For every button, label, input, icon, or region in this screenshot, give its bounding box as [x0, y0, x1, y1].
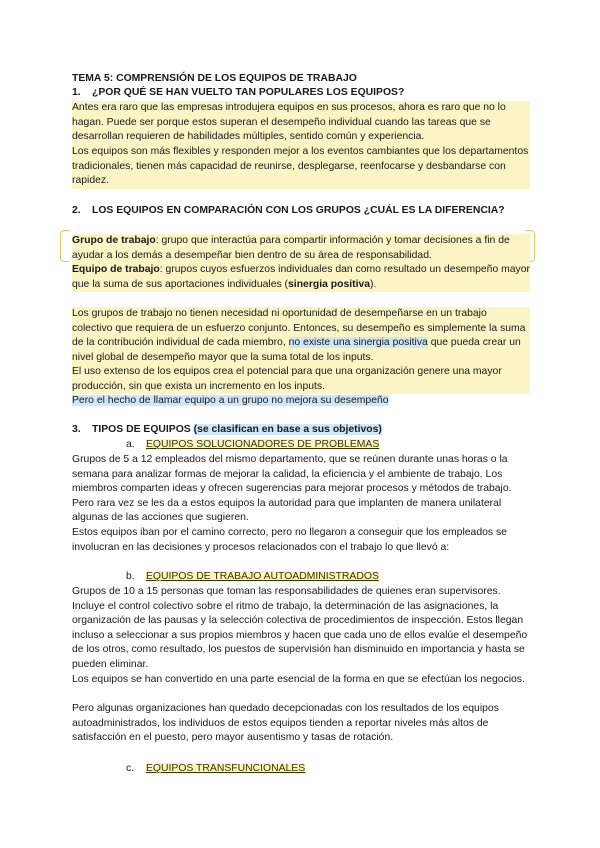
grupo-def-text: : grupo que interactúa para compartir información y tomar decisiones a fin de ayudar a los demás a desempeñar bien dentro de su área de responsabilidad.	[72, 235, 510, 261]
subsection-b-letter: b.	[126, 571, 135, 582]
subsection-a-paragraph-1: Grupos de 5 a 12 empleados del mismo departamento, que se reúnen durante unas horas o la semana para analizar formas de mejorar la calidad, la eficiencia y el ambiente de trabajo. Los miembros comparten ideas y ofrecen sugerencias para mejorar procesos y métodos de trabajo. Pero rara vez se les da a estos equipos la autoridad para que implanten de manera unilateral algunas de las acciones que sugieren.	[72, 454, 512, 524]
section-1-number: 1.	[72, 87, 81, 98]
equipo-term: Equipo de trabajo	[72, 264, 160, 275]
subsection-a-letter: a.	[126, 439, 135, 450]
sinergia-positiva-term: sinergia positiva	[288, 278, 371, 290]
section-1-heading	[72, 86, 550, 101]
equipo-def-end: ).	[370, 278, 377, 290]
subsection-b-paragraph-1: Grupos de 10 a 15 personas que toman las responsabilidades de quienes eran supervisores. Incluye el control colectivo sobre el ritmo de trabajo, la determinación de las asignaciones, la organización de las pausas y la selección colectiva de procedimientos de inspección. Estos llegan incluso a seleccionar a sus propios miembros y hacen que cada uno de ellos evalúe el desempeño de los otros, como resultado, los puestos de supervisión han disminuido en importancia y hasta se pueden eliminar.	[72, 586, 528, 670]
page-title: TEMA 5: COMPRENSIÓN DE LOS EQUIPOS DE TRABAJO	[72, 73, 357, 84]
section-2-paragraph-5	[72, 394, 530, 409]
subsection-b-heading	[126, 570, 379, 585]
subsection-b-paragraph-3: Pero algunas organizaciones han quedado decepcionadas con los resultados de los equipos autoadministrados, los individuos de estos equipos tienden a reportar niveles más altos de satisfacción en el puesto, pero mayor ausentismo y tasas de rotación.	[72, 703, 499, 744]
p5-highlight: Pero el hecho de llamar equipo a un grupo no mejora su desempeño	[72, 395, 389, 406]
subsection-b-paragraph-2: Los equipos se han convertido en una parte esencial de la forma en que se efectúan los negocios.	[72, 674, 525, 685]
grupo-definition	[72, 234, 530, 263]
annotation-bracket-left	[60, 230, 69, 262]
subsection-c-letter: c.	[126, 763, 135, 774]
subsection-a-title: EQUIPOS SOLUCIONADORES DE PROBLEMAS	[146, 439, 380, 450]
section-3-title-highlight: (se clasifican en base a sus objetivos)	[193, 424, 382, 435]
section-2-heading	[72, 204, 550, 219]
section-2-number: 2.	[72, 205, 81, 216]
section-1-paragraph-1: Antes era raro que las empresas introdujera equipos en sus procesos, ahora es raro que no lo hagan. Puede ser porque estos superan el desempeño individual cuando las tareas que se desarrollan requieren de habilidades múltiples, sentido común y experiencia.	[72, 101, 530, 145]
subsection-a-heading	[126, 438, 379, 453]
subsection-c-heading	[126, 762, 305, 777]
equipo-def-text: : grupos cuyos esfuerzos individuales dan como resultado un desempeño mayor que la suma de sus aportaciones individuales (	[72, 264, 530, 290]
section-3-number: 3.	[72, 424, 81, 435]
equipo-definition	[72, 263, 530, 292]
section-3-title: TIPOS DE EQUIPOS	[92, 424, 194, 435]
section-3-heading	[72, 423, 550, 438]
subsection-a-paragraph-2: Estos equipos iban por el camino correcto, pero no llegaron a conseguir que los empleados se involucran en las decisiones y procesos relacionados con el trabajo lo que llevó a:	[72, 527, 507, 553]
p3-highlight: no existe una sinergia positiva	[288, 337, 428, 349]
section-2-paragraph-4: El uso extenso de los equipos crea el potencial para que una organización genere una mayor producción, sin que exista un incremento en los inputs.	[72, 365, 530, 394]
section-2-paragraph-3	[72, 307, 530, 365]
grupo-term: Grupo de trabajo	[72, 235, 156, 246]
section-2-title: LOS EQUIPOS EN COMPARACIÓN CON LOS GRUPOS ¿CUÁL ES LA DIFERENCIA?	[92, 205, 505, 216]
section-1-paragraph-2: Los equipos son más flexibles y responden mejor a los eventos cambiantes que los departamentos tradicionales, tienen más capacidad de reunirse, desplegarse, reenfocarse y desbandarse con rapidez.	[72, 145, 530, 189]
section-1-title: ¿POR QUÉ SE HAN VUELTO TAN POPULARES LOS EQUIPOS?	[92, 87, 405, 98]
p3-part-a: Los grupos de trabajo no tienen necesidad ni oportunidad de desempeñarse en un trabajo colectivo que requiera de un esfuerzo conjunto. Entonces, su desempeño es simplemente la suma de la contribución individual de cada miembro,	[72, 308, 526, 349]
p3-part-c: que pueda crear un nivel global de desempeño mayor que la suma total de los inputs.	[72, 337, 521, 363]
subsection-c-title: EQUIPOS TRANSFUNCIONALES	[146, 763, 306, 774]
subsection-b-title: EQUIPOS DE TRABAJO AUTOADMINISTRADOS	[146, 571, 379, 582]
